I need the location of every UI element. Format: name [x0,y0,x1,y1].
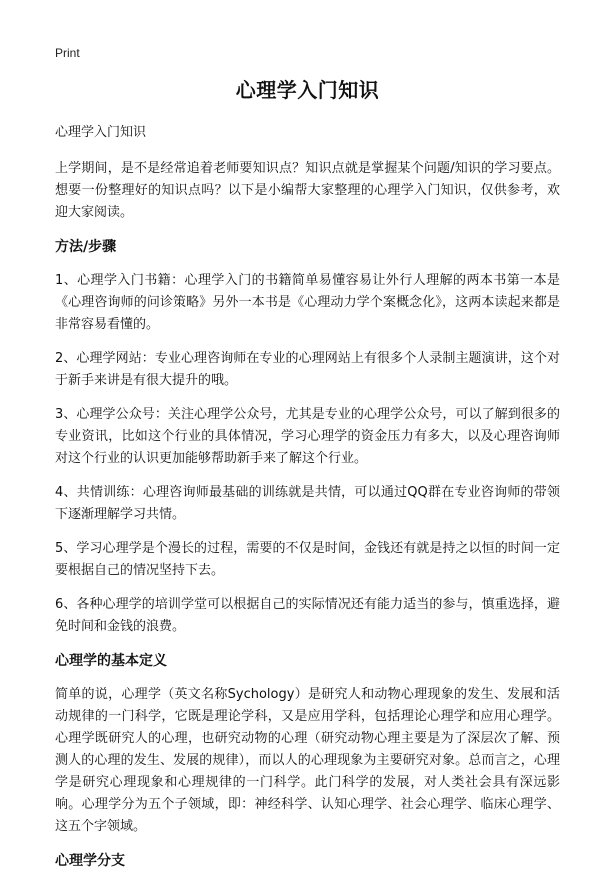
document-subtitle: 心理学入门知识 [55,125,147,140]
section-heading-branches: 心理学分支 [55,853,125,869]
step-paragraph: 6、各种心理学的培训学堂可以根据自己的实际情况还有能力适当的参与，慎重选择，避免时间和金钱的浪费。 [55,597,560,634]
step-paragraph: 4、共情训练：心理咨询师最基础的训练就是共情，可以通过QQ群在专业咨询师的带领下逐渐理解学习共情。 [55,485,560,522]
step-paragraph: 3、心理学公众号：关注心理学公众号，尤其是专业的心理学公众号，可以了解到很多的专业资讯，比如这个行业的具体情况，学习心理学的资金压力有多大，以及心理咨询师对这个行业的认识更加能够帮助新手来了解这个行业。 [55,407,560,466]
step-paragraph: 5、学习心理学是个漫长的过程，需要的不仅是时间，金钱还有就是持之以恒的时间一定要根据自己的情况坚持下去。 [55,541,560,578]
step-paragraph: 2、心理学网站：专业心理咨询师在专业的心理网站上有很多个人录制主题演讲，这个对于新手来讲是有很大提升的哦。 [55,351,560,388]
document-title: 心理学入门知识 [235,78,380,102]
section-branches [55,850,560,870]
definition-paragraph: 简单的说，心理学（英文名称Sychology）是研究人和动物心理现象的发生、发展和活动规律的一门科学，它既是理论学科，又是应用学科，包括理论心理学和应用心理学。心理学既研究人的心理，也研究动物的心理（研究动物心理主要是为了深层次了解、预测人的心理的发生、发展的规律），而以人的心理现象为主要研究对象。总而言之，心理学是研究心理现象和心理规律的一门科学。此门科学的发展，对人类社会具有深远影响。心理学分为五个子领域，即：神经科学、认知心理学、社会心理学、临床心理学、这五个字领域。 [55,687,560,834]
section-methods [55,236,560,638]
print-link[interactable]: Print [55,46,80,60]
section-heading-methods: 方法/步骤 [55,239,117,255]
section-definition [55,650,560,838]
step-paragraph: 1、心理学入门书籍：心理学入门的书籍简单易懂容易让外行人理解的两本书第一本是《心理咨询师的问诊策略》另外一本书是《心理动力学个案概念化》，这两本读起来都是非常容易看懂的。 [55,273,560,332]
section-heading-definition: 心理学的基本定义 [55,653,167,669]
intro-paragraph: 上学期间，是不是经常追着老师要知识点？知识点就是掌握某个问题/知识的学习要点。想要一份整理好的知识点吗？以下是小编帮大家整理的心理学入门知识，仅供参考，欢迎大家阅读。 [55,161,560,220]
